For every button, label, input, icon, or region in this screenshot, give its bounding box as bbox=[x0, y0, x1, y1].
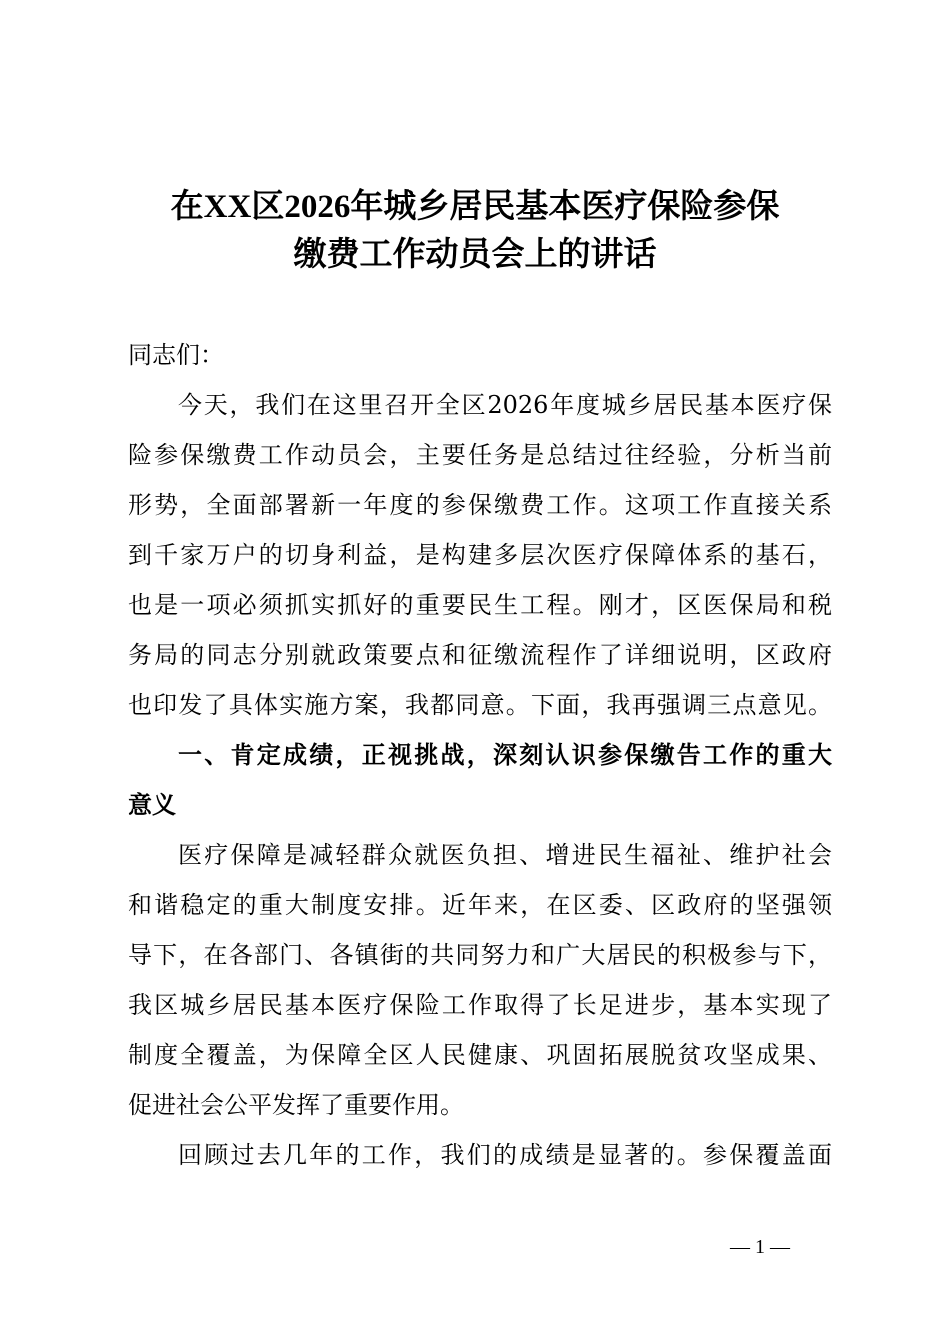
text-line: 促进社会公平发挥了重要作用。 bbox=[128, 1091, 464, 1119]
text-line: 今天，我们在这里召开全区2026年度城乡居民基本医疗保 bbox=[178, 391, 832, 419]
paragraph-review bbox=[128, 1130, 832, 1180]
text-line: 形势，全面部署新一年度的参保缴费工作。这项工作直接关系 bbox=[128, 491, 832, 519]
text-line: 制度全覆盖，为保障全区人民健康、巩固拓展脱贫攻坚成果、 bbox=[128, 1041, 832, 1069]
section-heading-1 bbox=[128, 730, 832, 830]
heading-line: 一、肯定成绩，正视挑战，深刻认识参保缴告工作的重大 bbox=[178, 740, 832, 769]
text-line: 我区城乡居民基本医疗保险工作取得了长足进步，基本实现了 bbox=[128, 991, 832, 1019]
heading-line: 意义 bbox=[128, 790, 176, 819]
text-line: 险参保缴费工作动员会，主要任务是总结过往经验，分析当前 bbox=[128, 441, 832, 469]
title-line: 缴费工作动员会上的讲话 bbox=[293, 237, 657, 273]
text-line: 到千家万户的切身利益，是构建多层次医疗保障体系的基石， bbox=[128, 541, 832, 569]
text-line: 也印发了具体实施方案，我都同意。下面，我再强调三点意见。 bbox=[128, 691, 832, 719]
paragraph-medical-security bbox=[128, 830, 832, 1130]
text-line: 回顾过去几年的工作，我们的成绩是显著的。参保覆盖面 bbox=[178, 1141, 832, 1169]
text-line: 和谐稳定的重大制度安排。近年来，在区委、区政府的坚强领 bbox=[128, 891, 832, 919]
page-number: — 1 — bbox=[730, 1236, 790, 1258]
salutation: 同志们： bbox=[128, 341, 224, 369]
paragraph-intro bbox=[128, 380, 832, 730]
text-line: 医疗保障是减轻群众就医负担、增进民生福祉、维护社会 bbox=[178, 841, 832, 869]
document-title bbox=[0, 183, 950, 279]
document-body bbox=[128, 330, 832, 1180]
text-line: 导下，在各部门、各镇街的共同努力和广大居民的积极参与下， bbox=[128, 941, 832, 969]
text-line: 务局的同志分别就政策要点和征缴流程作了详细说明，区政府 bbox=[128, 641, 832, 669]
title-line: 在XX区2026年城乡居民基本医疗保险参保 bbox=[170, 189, 780, 225]
text-line: 也是一项必须抓实抓好的重要民生工程。刚才，区医保局和税 bbox=[128, 591, 832, 619]
